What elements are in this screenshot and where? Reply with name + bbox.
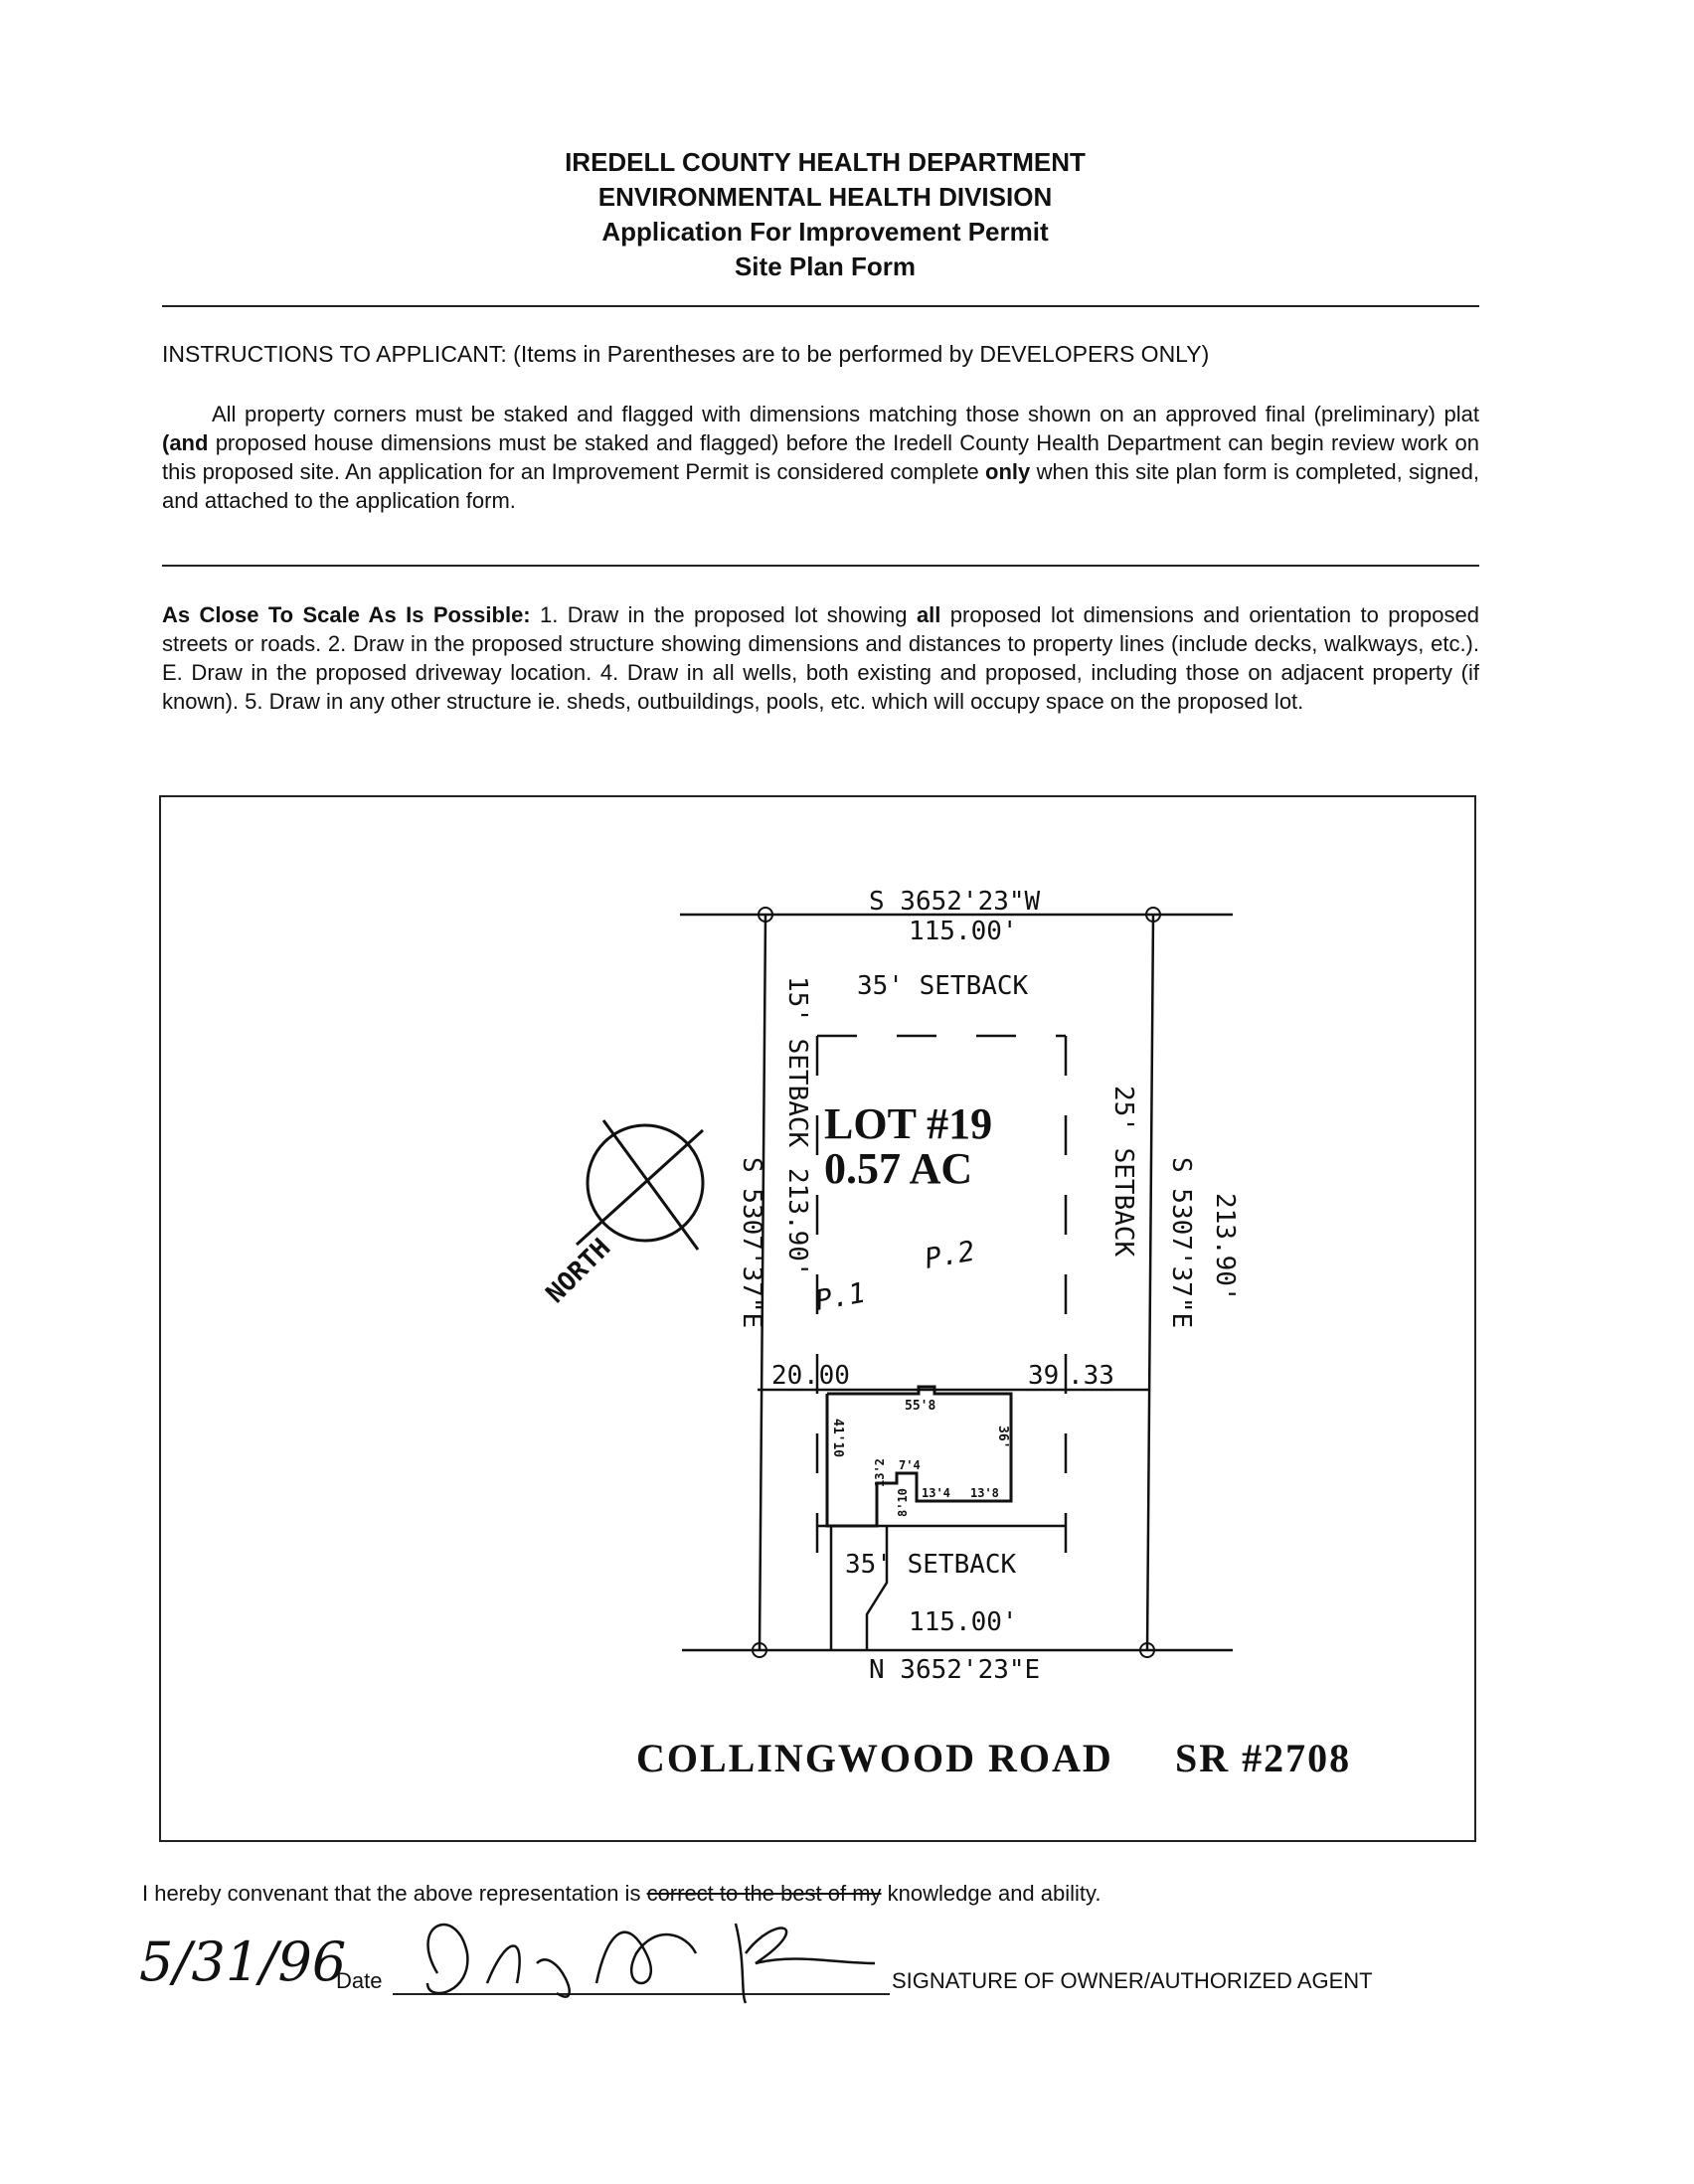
bottom-bearing: N 3652'23"E — [869, 1655, 1041, 1685]
instr-text-b: proposed house dimensions must be staked and flagged) before the Iredell County Health Department can begin review work on this proposed site. An application for an Improvement Permit is considered complete — [162, 430, 1479, 484]
top-distance: 115.00' — [909, 917, 1018, 946]
divider-middle — [162, 565, 1479, 567]
north-arrow — [577, 1120, 703, 1250]
right-offset-a: 39 — [1028, 1361, 1060, 1391]
left-bearing: S 5307'37"E — [737, 1157, 766, 1329]
right-bearing: S 5307'37"E — [1166, 1157, 1196, 1329]
instr-bold-and: (and — [162, 430, 209, 455]
scale-instructions — [162, 600, 1479, 716]
scale-bold-all: all — [916, 602, 941, 627]
form-subtitle: Site Plan Form — [734, 252, 917, 281]
cert-text-a: I hereby convenant that the above representation is — [142, 1881, 647, 1906]
left-offset-b: .00 — [803, 1361, 850, 1391]
divider-top — [162, 305, 1479, 307]
left-distance-inner: 213.90' — [782, 1168, 812, 1277]
cert-text-b: knowledge and ability. — [881, 1881, 1101, 1906]
lot-number: LOT #19 — [824, 1099, 993, 1148]
scale-bold-lead: As Close To Scale As Is Possible: — [162, 602, 531, 627]
rear-setback-label: 35' SETBACK — [845, 1550, 1017, 1580]
dim-13-8: 13'8 — [970, 1486, 999, 1500]
site-plan-drawing — [161, 797, 1474, 1840]
dim-7-4: 7'4 — [899, 1458, 921, 1472]
lot-area: 0.57 AC — [824, 1144, 973, 1193]
east-boundary-line — [1147, 915, 1153, 1650]
dim-13-2: 13'2 — [873, 1458, 887, 1487]
house-width-label: 55'8 — [905, 1399, 936, 1414]
instr-text-a: All property corners must be staked and flagged with dimensions matching those shown on an approved final (preliminary) plat — [212, 402, 1479, 426]
form-title: Application For Improvement Permit — [601, 217, 1049, 247]
bottom-distance: 115.00' — [909, 1607, 1018, 1637]
hand-note-p1: P.1 — [812, 1275, 869, 1317]
date-label: Date — [336, 1968, 383, 1993]
right-distance: 213.90' — [1210, 1193, 1240, 1302]
right-setback-label: 25' SETBACK — [1108, 1086, 1138, 1258]
house-left-depth: 41'10 — [830, 1419, 845, 1458]
dim-13-4: 13'4 — [922, 1486, 950, 1500]
signature-label: SIGNATURE OF OWNER/AUTHORIZED AGENT — [892, 1968, 1373, 1993]
top-bearing: S 3652'23"W — [869, 887, 1041, 917]
north-label: NORTH — [540, 1233, 617, 1309]
house-right-depth: 36' — [995, 1426, 1010, 1449]
scale-text-a: 1. Draw in the proposed lot showing — [530, 602, 917, 627]
handwritten-signature — [398, 1894, 885, 2023]
instructions-paragraph — [162, 400, 1479, 515]
road-name: COLLINGWOOD ROAD — [636, 1736, 1113, 1780]
date-handwritten: 5/31/96 — [139, 1931, 347, 1993]
site-plan-box — [159, 795, 1476, 1842]
dim-8-10: 8'10 — [896, 1488, 910, 1517]
instructions-title: INSTRUCTIONS TO APPLICANT: (Items in Parentheses are to be performed by DEVELOPERS ONLY) — [162, 341, 1210, 367]
scale-text-b: proposed lot dimensions and orientation to proposed streets or roads. 2. Draw in the proposed structure showing dimensions and distances to property lines (include decks, walkways, etc.). E. Draw in the proposed driveway location. 4. Draw in all wells, both existing and proposed, including those on adjacent property (if known). 5. Draw in any other structure ie. sheds, outbuildings, pools, etc. which will occupy space on the proposed lot. — [162, 602, 1479, 714]
hand-note-p2: P.2 — [922, 1234, 978, 1275]
road-route-number: SR #2708 — [1175, 1736, 1352, 1780]
left-setback-label: 15' SETBACK — [782, 976, 812, 1148]
instr-bold-only: only — [985, 459, 1031, 484]
left-offset-a: 20 — [771, 1361, 803, 1391]
right-offset-b: .33 — [1068, 1361, 1114, 1391]
instr-text-c: when this site plan form is completed, signed, and attached to the application form. — [162, 459, 1479, 513]
cert-text-struck: correct to the best of my — [646, 1881, 882, 1906]
driveway-right-edge — [867, 1526, 887, 1650]
department-title: IREDELL COUNTY HEALTH DEPARTMENT — [565, 147, 1086, 177]
division-title: ENVIRONMENTAL HEALTH DIVISION — [597, 182, 1053, 212]
front-setback-label: 35' SETBACK — [857, 971, 1029, 1001]
